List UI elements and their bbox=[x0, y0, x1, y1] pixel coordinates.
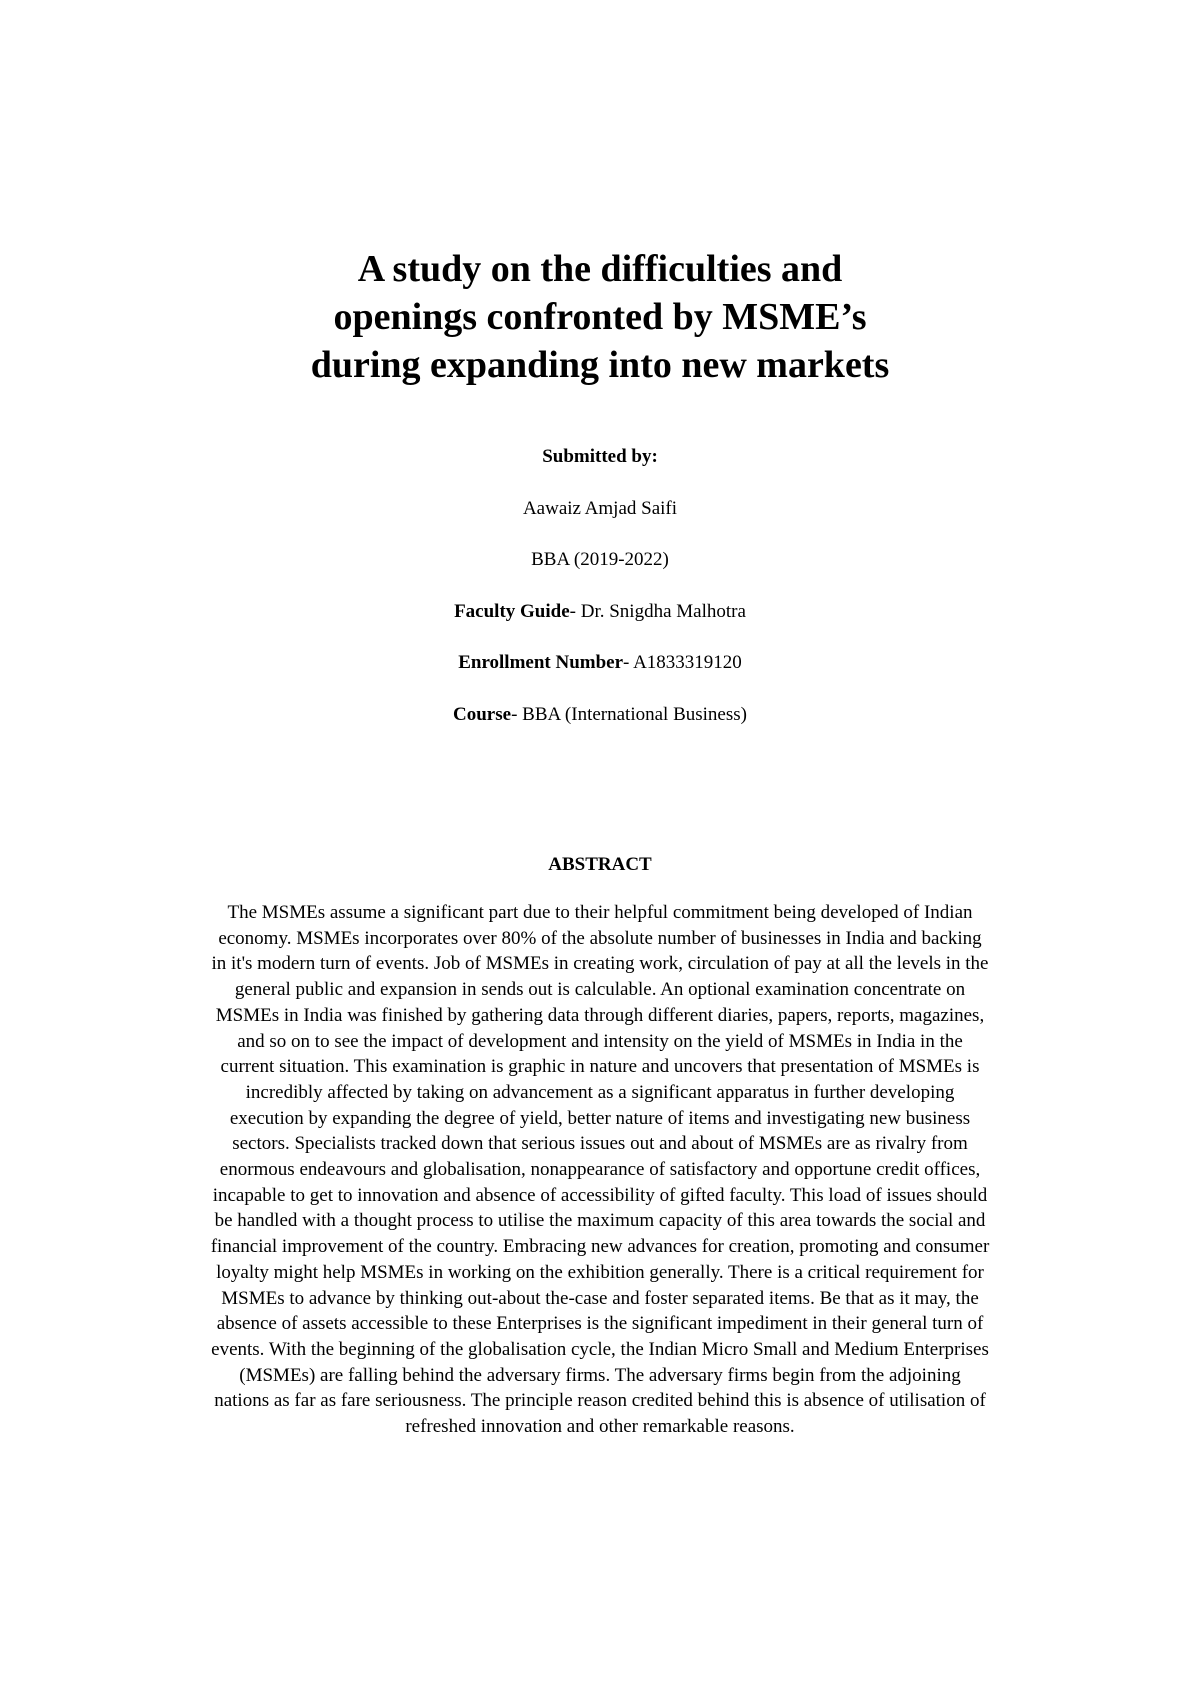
submitted-by-label bbox=[150, 445, 1050, 469]
enrollment-value: - A1833319120 bbox=[623, 652, 742, 673]
title-line: during expanding into new markets bbox=[310, 344, 890, 386]
document-title bbox=[150, 245, 1050, 389]
abstract-line: (MSMEs) are falling behind the adversary firms. The adversary firms begin from the adjoining bbox=[239, 1364, 961, 1386]
abstract-line: sectors. Specialists tracked down that serious issues out and about of MSMEs are as rivalry from bbox=[232, 1133, 968, 1155]
abstract-line: loyalty might help MSMEs in working on the exhibition generally. There is a critical requirement for bbox=[216, 1261, 984, 1283]
enrollment-number bbox=[150, 651, 1050, 675]
abstract-line: be handled with a thought process to utilise the maximum capacity of this area towards the social and bbox=[214, 1210, 986, 1232]
faculty-guide bbox=[150, 600, 1050, 624]
course bbox=[150, 703, 1050, 727]
faculty-guide-value: - Dr. Snigdha Malhotra bbox=[569, 601, 746, 622]
abstract-line: general public and expansion in sends out is calculable. An optional examination concentrate on bbox=[234, 979, 966, 1001]
faculty-guide-label: Faculty Guide bbox=[454, 601, 570, 622]
abstract-line: MSMEs in India was finished by gathering data through different diaries, papers, reports, magazines, bbox=[215, 1004, 985, 1026]
abstract-body bbox=[140, 900, 1060, 1440]
course-value: - BBA (International Business) bbox=[511, 704, 747, 725]
course-label: Course bbox=[453, 704, 512, 725]
program: BBA (2019-2022) bbox=[531, 549, 669, 570]
enrollment-label: Enrollment Number bbox=[458, 652, 624, 673]
abstract-line: nations as far as fare seriousness. The principle reason credited behind this is absence of utilisation of bbox=[214, 1390, 986, 1412]
abstract-line: financial improvement of the country. Embracing new advances for creation, promoting and consumer bbox=[210, 1236, 990, 1258]
abstract-line: economy. MSMEs incorporates over 80% of the absolute number of businesses in India and backing bbox=[218, 927, 982, 949]
abstract-line: incapable to get to innovation and absence of accessibility of gifted faculty. This load of issues should bbox=[212, 1184, 988, 1206]
abstract-line: events. With the beginning of the globalisation cycle, the Indian Micro Small and Medium Enterprises bbox=[211, 1338, 989, 1360]
abstract-heading: ABSTRACT bbox=[548, 854, 652, 875]
student-name: Aawaiz Amjad Saifi bbox=[522, 498, 678, 519]
abstract-line: absence of assets accessible to these Enterprises is the significant impediment in their general turn of bbox=[216, 1313, 984, 1335]
abstract-line: enormous endeavours and globalisation, nonappearance of satisfactory and opportune credit offices, bbox=[219, 1159, 981, 1181]
abstract-line: in it's modern turn of events. Job of MSMEs in creating work, circulation of pay at all the levels in the bbox=[211, 953, 989, 975]
abstract-line: incredibly affected by taking on advancement as a significant apparatus in further developing bbox=[245, 1081, 955, 1103]
abstract-line: current situation. This examination is graphic in nature and uncovers that presentation of MSMEs is bbox=[220, 1056, 980, 1078]
title-line: openings confronted by MSME’s bbox=[333, 296, 867, 338]
title-line: A study on the difficulties and bbox=[357, 248, 843, 290]
abstract-line: refreshed innovation and other remarkable reasons. bbox=[405, 1416, 795, 1438]
abstract-line: MSMEs to advance by thinking out-about the-case and foster separated items. Be that as it may, the bbox=[221, 1287, 979, 1309]
submitted-by-text: Submitted by: bbox=[542, 446, 658, 467]
abstract-line: execution by expanding the degree of yield, better nature of items and investigating new business bbox=[229, 1107, 971, 1129]
abstract-line: The MSMEs assume a significant part due to their helpful commitment being developed of Indian bbox=[227, 902, 973, 923]
abstract-line: and so on to see the impact of development and intensity on the yield of MSMEs in India in the bbox=[237, 1030, 963, 1052]
